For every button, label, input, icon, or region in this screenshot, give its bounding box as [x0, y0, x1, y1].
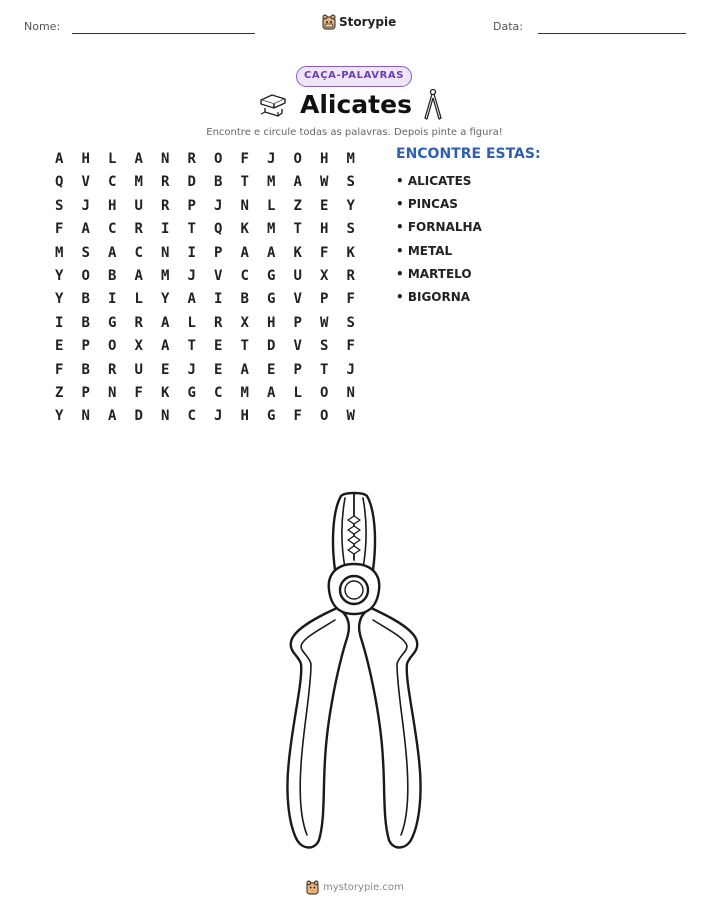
- grid-letter[interactable]: R: [134, 221, 143, 238]
- tongs-icon: [422, 88, 444, 122]
- grid-letter[interactable]: A: [108, 244, 117, 261]
- grid-letter[interactable]: W: [320, 174, 329, 191]
- grid-letter[interactable]: B: [81, 291, 90, 308]
- grid-letter[interactable]: S: [55, 197, 64, 214]
- grid-letter[interactable]: J: [214, 408, 223, 425]
- grid-letter[interactable]: R: [134, 314, 143, 331]
- grid-letter[interactable]: H: [240, 408, 249, 425]
- grid-letter[interactable]: A: [81, 221, 90, 238]
- grid-letter[interactable]: D: [134, 408, 143, 425]
- grid-letter[interactable]: M: [55, 244, 64, 261]
- grid-letter[interactable]: A: [187, 291, 196, 308]
- grid-row: [46, 171, 364, 194]
- grid-letter[interactable]: A: [240, 244, 249, 261]
- grid-letter[interactable]: O: [293, 151, 302, 167]
- grid-letter[interactable]: F: [346, 291, 355, 308]
- grid-letter[interactable]: I: [214, 291, 223, 308]
- grid-letter[interactable]: D: [187, 174, 196, 191]
- grid-row: [46, 335, 364, 358]
- grid-letter[interactable]: R: [187, 151, 196, 167]
- grid-letter[interactable]: U: [134, 361, 143, 378]
- grid-letter[interactable]: H: [267, 314, 276, 331]
- grid-letter[interactable]: H: [81, 151, 90, 167]
- grid-letter[interactable]: F: [320, 244, 329, 261]
- grid-letter[interactable]: P: [81, 384, 90, 401]
- grid-letter[interactable]: A: [55, 151, 64, 167]
- grid-letter[interactable]: B: [81, 361, 90, 378]
- grid-letter[interactable]: J: [214, 197, 223, 214]
- word-list-item: • METAL: [396, 243, 453, 258]
- grid-letter[interactable]: M: [134, 174, 143, 191]
- grid-letter[interactable]: B: [214, 174, 223, 191]
- grid-letter[interactable]: H: [108, 197, 117, 214]
- grid-letter[interactable]: V: [293, 291, 302, 308]
- grid-letter[interactable]: W: [320, 314, 329, 331]
- grid-letter[interactable]: C: [108, 174, 117, 191]
- word-list-item: • MARTELO: [396, 266, 472, 281]
- grid-letter[interactable]: G: [267, 291, 276, 308]
- grid-letter[interactable]: L: [187, 314, 196, 331]
- grid-letter[interactable]: C: [214, 384, 223, 401]
- grid-letter[interactable]: P: [187, 197, 196, 214]
- grid-letter[interactable]: N: [161, 408, 170, 425]
- grid-letter[interactable]: C: [134, 244, 143, 261]
- grid-letter[interactable]: I: [161, 221, 170, 238]
- grid-letter[interactable]: R: [214, 314, 223, 331]
- grid-letter[interactable]: M: [161, 267, 170, 284]
- grid-letter[interactable]: N: [81, 408, 90, 425]
- grid-letter[interactable]: L: [134, 291, 143, 308]
- grid-letter[interactable]: R: [161, 174, 170, 191]
- grid-letter[interactable]: E: [267, 361, 276, 378]
- word-list: [396, 171, 482, 310]
- grid-letter[interactable]: N: [161, 244, 170, 261]
- grid-letter[interactable]: L: [108, 151, 117, 167]
- grid-letter[interactable]: X: [320, 267, 329, 284]
- storypie-brand: [322, 14, 396, 30]
- grid-letter[interactable]: B: [108, 267, 117, 284]
- grid-letter[interactable]: F: [293, 408, 302, 425]
- grid-letter[interactable]: Y: [55, 267, 64, 284]
- grid-letter[interactable]: M: [240, 384, 249, 401]
- word-search-grid: [46, 148, 364, 429]
- page-title: Alicates: [300, 90, 412, 119]
- grid-letter[interactable]: K: [240, 221, 249, 238]
- grid-row: [46, 405, 364, 428]
- grid-letter[interactable]: N: [240, 197, 249, 214]
- grid-letter[interactable]: D: [267, 338, 276, 355]
- grid-row: [46, 288, 364, 311]
- grid-letter[interactable]: U: [293, 267, 302, 284]
- grid-letter[interactable]: T: [187, 221, 196, 238]
- grid-letter[interactable]: J: [267, 151, 276, 167]
- grid-letter[interactable]: P: [293, 314, 302, 331]
- grid-letter[interactable]: J: [187, 361, 196, 378]
- grid-letter[interactable]: J: [187, 267, 196, 284]
- grid-row: [46, 312, 364, 335]
- footer-url: mystorypie.com: [323, 882, 404, 893]
- grid-letter[interactable]: P: [214, 244, 223, 261]
- grid-letter[interactable]: N: [108, 384, 117, 401]
- grid-letter[interactable]: S: [346, 221, 355, 238]
- grid-letter[interactable]: T: [293, 221, 302, 238]
- grid-letter[interactable]: S: [320, 338, 329, 355]
- pliers-illustration: [275, 490, 435, 855]
- grid-letter[interactable]: T: [240, 338, 249, 355]
- grid-letter[interactable]: A: [161, 314, 170, 331]
- grid-letter[interactable]: E: [214, 338, 223, 355]
- grid-letter[interactable]: K: [293, 244, 302, 261]
- grid-letter[interactable]: M: [267, 174, 276, 191]
- grid-letter[interactable]: S: [346, 174, 355, 191]
- grid-letter[interactable]: C: [240, 267, 249, 284]
- grid-letter[interactable]: G: [187, 384, 196, 401]
- name-line: [72, 33, 255, 34]
- grid-letter[interactable]: B: [240, 291, 249, 308]
- grid-letter[interactable]: I: [55, 314, 64, 331]
- grid-letter[interactable]: Z: [55, 384, 64, 401]
- grid-letter[interactable]: T: [320, 361, 329, 378]
- grid-letter[interactable]: B: [81, 314, 90, 331]
- grid-letter[interactable]: P: [320, 291, 329, 308]
- grid-letter[interactable]: K: [161, 384, 170, 401]
- grid-letter[interactable]: N: [346, 384, 355, 401]
- grid-letter[interactable]: O: [108, 338, 117, 355]
- grid-letter[interactable]: X: [134, 338, 143, 355]
- grid-letter[interactable]: F: [55, 361, 64, 378]
- grid-letter[interactable]: A: [161, 338, 170, 355]
- grid-row: [46, 148, 364, 171]
- word-list-item: • PINCAS: [396, 197, 458, 212]
- grid-letter[interactable]: A: [267, 384, 276, 401]
- grid-letter[interactable]: U: [134, 197, 143, 214]
- grid-letter[interactable]: S: [346, 314, 355, 331]
- grid-letter[interactable]: M: [267, 221, 276, 238]
- footer: [306, 880, 404, 895]
- grid-letter[interactable]: V: [81, 174, 90, 191]
- grid-letter[interactable]: O: [81, 267, 90, 284]
- grid-letter[interactable]: H: [320, 151, 329, 167]
- grid-letter[interactable]: V: [293, 338, 302, 355]
- grid-letter[interactable]: O: [320, 408, 329, 425]
- grid-letter[interactable]: I: [187, 244, 196, 261]
- grid-letter[interactable]: K: [346, 244, 355, 261]
- grid-letter[interactable]: P: [293, 361, 302, 378]
- category-badge: CAÇA-PALAVRAS: [296, 66, 412, 87]
- grid-letter[interactable]: A: [293, 174, 302, 191]
- grid-letter[interactable]: E: [214, 361, 223, 378]
- word-list-title: ENCONTRE ESTAS:: [396, 146, 541, 162]
- name-label: Nome:: [24, 20, 61, 33]
- grid-letter[interactable]: Q: [55, 174, 64, 191]
- grid-letter[interactable]: O: [320, 384, 329, 401]
- grid-letter[interactable]: F: [134, 384, 143, 401]
- grid-letter[interactable]: Z: [293, 197, 302, 214]
- grid-letter[interactable]: Q: [214, 221, 223, 238]
- grid-letter[interactable]: R: [108, 361, 117, 378]
- grid-letter[interactable]: X: [240, 314, 249, 331]
- grid-letter[interactable]: C: [187, 408, 196, 425]
- grid-letter[interactable]: A: [108, 408, 117, 425]
- storypie-logo-icon: [322, 14, 336, 30]
- instructions: Encontre e circule todas as palavras. Depois pinte a figura!: [206, 127, 503, 138]
- grid-letter[interactable]: O: [214, 151, 223, 167]
- grid-letter[interactable]: A: [267, 244, 276, 261]
- grid-letter[interactable]: M: [346, 151, 355, 167]
- grid-letter[interactable]: G: [267, 267, 276, 284]
- date-line: [538, 33, 686, 34]
- grid-letter[interactable]: A: [134, 151, 143, 167]
- word-list-item: • ALICATES: [396, 174, 472, 188]
- grid-letter[interactable]: T: [240, 174, 249, 191]
- grid-letter[interactable]: J: [81, 197, 90, 214]
- grid-letter[interactable]: V: [214, 267, 223, 284]
- grid-letter[interactable]: W: [346, 408, 355, 425]
- date-label: Data:: [493, 20, 523, 33]
- grid-letter[interactable]: Y: [55, 291, 64, 308]
- grid-letter[interactable]: L: [293, 384, 302, 401]
- grid-row: [46, 195, 364, 218]
- grid-letter[interactable]: A: [134, 267, 143, 284]
- grid-letter[interactable]: Y: [346, 197, 355, 214]
- grid-letter[interactable]: J: [346, 361, 355, 378]
- grid-letter[interactable]: F: [346, 338, 355, 355]
- grid-letter[interactable]: Y: [55, 408, 64, 425]
- grid-letter[interactable]: E: [55, 338, 64, 355]
- grid-row: [46, 359, 364, 382]
- grid-letter[interactable]: Y: [161, 291, 170, 308]
- grid-letter[interactable]: E: [161, 361, 170, 378]
- brand-name: Storypie: [339, 15, 397, 29]
- grid-letter[interactable]: H: [320, 221, 329, 238]
- grid-letter[interactable]: L: [267, 197, 276, 214]
- grid-letter[interactable]: G: [267, 408, 276, 425]
- grid-letter[interactable]: P: [81, 338, 90, 355]
- grid-letter[interactable]: R: [346, 267, 355, 284]
- grid-row: [46, 265, 364, 288]
- grid-letter[interactable]: F: [240, 151, 249, 167]
- grid-letter[interactable]: T: [187, 338, 196, 355]
- grid-row: [46, 218, 364, 241]
- word-list-item: • BIGORNA: [396, 289, 471, 304]
- grid-letter[interactable]: I: [108, 291, 117, 308]
- grid-letter[interactable]: A: [240, 361, 249, 378]
- grid-letter[interactable]: G: [108, 314, 117, 331]
- grid-letter[interactable]: N: [161, 151, 170, 167]
- storypie-logo-icon: [306, 880, 319, 895]
- grid-letter[interactable]: R: [161, 197, 170, 214]
- grid-letter[interactable]: S: [81, 244, 90, 261]
- grid-letter[interactable]: C: [108, 221, 117, 238]
- grid-row: [46, 242, 364, 265]
- word-list-item: • FORNALHA: [396, 220, 482, 235]
- anvil-icon: [258, 92, 288, 118]
- grid-row: [46, 382, 364, 405]
- grid-letter[interactable]: F: [55, 221, 64, 238]
- grid-letter[interactable]: E: [320, 197, 329, 214]
